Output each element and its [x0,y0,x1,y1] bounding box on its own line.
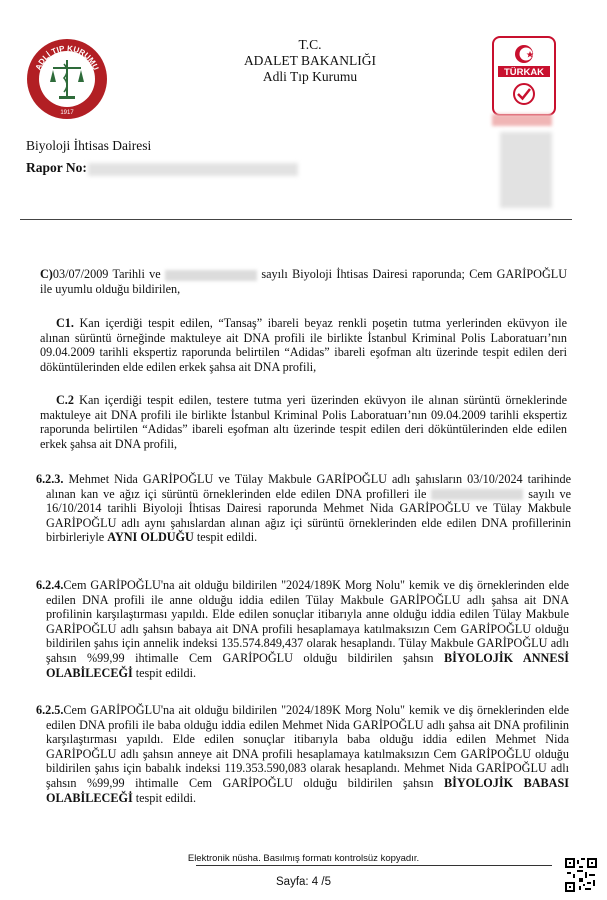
department-name: Biyoloji İhtisas Dairesi [26,138,152,153]
svg-text:1917: 1917 [60,110,74,116]
header-institution: Adli Tıp Kurumu [262,69,358,84]
section-6-2-5-label: 6.2.5. [36,703,64,717]
report-ref-redacted [165,270,257,281]
section-c: C)03/07/2009 Tarihli ve sayılı Biyoloji İhtisas Dairesi raporunda; Cem GARİPOĞLU ile uyumlu olduğu bildirilen, [40,267,567,296]
adli-tip-kurumu-seal-icon [26,38,108,120]
qr-code-icon [565,858,597,892]
turkak-logo [492,36,556,116]
svg-text:ADLİ TIP KURUMU: ADLİ TIP KURUMU [33,43,101,72]
report-number-label: Rapor No: [26,160,87,175]
footer-note: Elektronik nüsha. Basılmış formatı kontrolsüz kopyadır. [187,853,420,864]
report-ref-redacted [431,489,523,500]
section-c-label: C) [40,267,53,281]
turkak-emblem-icon [494,38,554,114]
svg-text:TÜRKAK: TÜRKAK [503,67,545,78]
section-6-2-5: 6.2.5.Cem GARİPOĞLU'na ait olduğu bildirilen "2024/189K Morg Nolu" kemik ve diş örneklerinden elde edilen DNA profili ile baba olduğu iddia edilen Mehmet Nida GARİPOĞLU adlı şahsa ait DNA profilinin karşılaştırması yapıldı. Elde edilen sonuçlar itibarıyla baba olduğu iddia edilen Mehmet Nida GARİPOĞLU adlı şahsın anneye ait DNA profili hesaplamaya katılmaksızın Cem GARİPOĞLU olduğu bildirilen şahıs için babalık indeksi 119.353.590,083 olarak hesaplandı. Mehmet Nida GARİPOĞLU adlı şahsın %99,99 ihtimalle Cem GARİPOĞLU olduğu bildirilen şahsın BİYOLOJİK BABASI OLABİLECEĞİ tespit edildi. [36,703,569,805]
accreditation-no-redacted [492,114,552,126]
header-ministry: ADALET BAKANLIĞI [243,53,377,68]
section-c1-label: C1. [56,316,74,330]
page-number: Sayfa: 4 /5 [276,876,331,888]
section-c2: C.2 Kan içerdiği tespit edilen, testere tutma yeri üzerinden eküvyon ile alınan sürüntü örneklerinde maktuleye ait DNA profili ile birlikte İstanbul Kriminal Polis Laboratuarı’nın 09.04.2009 tarihli ekspertiz raporunda belirtilen “Adidas” ibareli eşofman altı üzerinde tespit edilen deri döküntülerinden elde edilen erkek şahsa ait DNA profili, [40,393,567,451]
section-6-2-4-label: 6.2.4. [36,578,64,592]
section-c1: C1. Kan içerdiği tespit edilen, “Tansaş” ibareli beyaz renkli poşetin tutma yerlerinden eküvyon ile alınan sürüntü örneğinde maktuleye ait DNA profili ile birlikte İstanbul Kriminal Polis Laboratuarı’nın 09.04.2009 tarihli ekspertiz raporunda belirtilen “Adidas” ibareli eşofman altı üzerinde tespit edilen deri döküntülerinden elde edilen erkek şahsa ait DNA profili, [40,316,567,374]
section-6-2-3: 6.2.3. Mehmet Nida GARİPOĞLU ve Tülay Makbule GARİPOĞLU adlı şahısların 03/10/2024 tarihinde alınan kan ve ağız içi sürüntü örneklerinden elde edilen DNA profilleri ile sayılı ve 16/10/2014 tarihli Biyoloji İhtisas Dairesi raporunda Mehmet Nida GARİPOĞLU ve Tülay Makbule GARİPOĞLU adlı aynı şahıslardan alınan ağız içi sürüntü örneklerinden elde edilen DNA profillerinin birbirleriyle AYNI OLDUĞU tespit edildi. [36,472,571,545]
section-c2-label: C.2 [56,393,74,407]
header-tc: T.C. [298,37,322,52]
header-divider [20,219,572,220]
report-number-redacted [88,163,298,176]
footer-divider [196,865,552,866]
section-6-2-4: 6.2.4.Cem GARİPOĞLU'na ait olduğu bildirilen "2024/189K Morg Nolu" kemik ve diş örneklerinden elde edilen DNA profili ile anne olduğu iddia edilen Tülay Makbule GARİPOĞLU adlı şahsa ait DNA profilinin karşılaştırması yapıldı. Elde edilen sonuçlar itibarıyla anne olduğu iddia edilen Tülay Makbule GARİPOĞLU adlı şahsın babaya ait DNA profili hesaplamaya katılmaksızın Cem GARİPOĞLU olduğu bildirilen şahıs için annelik indeksi 135.574.849,437 olarak hesaplandı. Tülay Makbule GARİPOĞLU adlı şahsın %99,99 ihtimalle Cem GARİPOĞLU olduğu bildirilen şahsın BİYOLOJİK ANNESİ OLABİLECEĞİ tespit edildi. [36,578,569,680]
section-6-2-3-label: 6.2.3. [36,472,64,486]
accreditation-details-redacted [500,132,552,208]
